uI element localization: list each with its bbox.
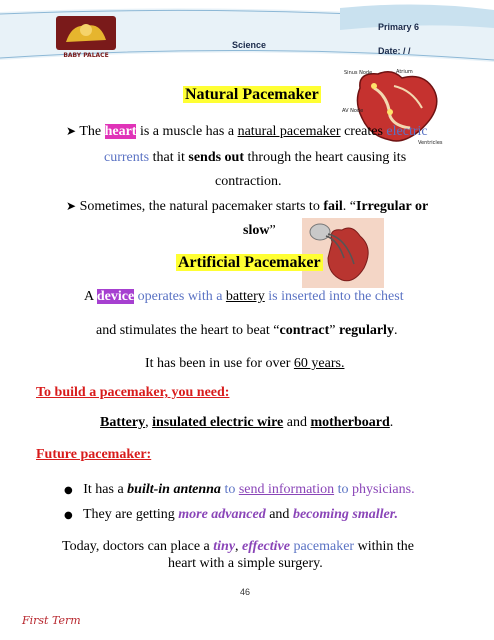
footer-term: First Term [22, 614, 81, 627]
av-node-label: AV Node [342, 108, 364, 114]
build-parts: Battery, insulated electric wire and motherboard. [100, 415, 394, 430]
artificial-line2: and stimulates the heart to beat “contract” regularly. [96, 323, 398, 338]
sinus-node-label: Sinus Node [344, 70, 373, 76]
section-title-natural: Natural Pacemaker [185, 86, 319, 103]
logo-text: BABY PALACE [63, 52, 109, 59]
future-heading: Future pacemaker: [36, 447, 152, 462]
future-item-2: ● They are getting more advanced and becoming smaller. [64, 507, 398, 522]
school-logo [52, 10, 120, 60]
bullet-dot-icon: ● [64, 485, 73, 496]
page-number: 46 [240, 587, 251, 597]
subject-label: Science [232, 40, 267, 50]
build-heading: To build a pacemaker, you need: [36, 385, 230, 400]
bullet-heart-line2: currents that it sends out through the heart causing its [104, 150, 407, 165]
bullet-heart-line3: contraction. [215, 174, 282, 189]
closing-line2: heart with a simple surgery. [168, 556, 323, 571]
atrium-label: Atrium [396, 69, 413, 75]
arrow-bullet-icon: ➤ [66, 124, 77, 138]
arrow-bullet-icon: ➤ [66, 199, 77, 213]
section-title-artificial: Artificial Pacemaker [178, 254, 321, 271]
artificial-line1: A device operates with a battery is inserted into the chest [84, 289, 404, 304]
future-item-1: ● It has a built-in antenna to send information to physicians. [64, 482, 415, 497]
artificial-line3: It has been in use for over 60 years. [145, 356, 345, 371]
bullet-heart-line1: ➤ The heart is a muscle has a natural pacemaker creates electric [66, 124, 428, 139]
pacemaker-illustration [302, 218, 384, 288]
bullet-fail-line2: slow” [243, 223, 276, 238]
date-label: Date: / / [378, 46, 411, 56]
bullet-dot-icon: ● [64, 510, 73, 521]
grade-label: Primary 6 [378, 22, 420, 32]
closing-line1: Today, doctors can place a tiny, effective pacemaker within the [62, 539, 414, 554]
bullet-fail-line1: ➤ Sometimes, the natural pacemaker starts to fail. “Irregular or [66, 199, 429, 214]
ventricles-label: Ventricles [418, 140, 443, 146]
